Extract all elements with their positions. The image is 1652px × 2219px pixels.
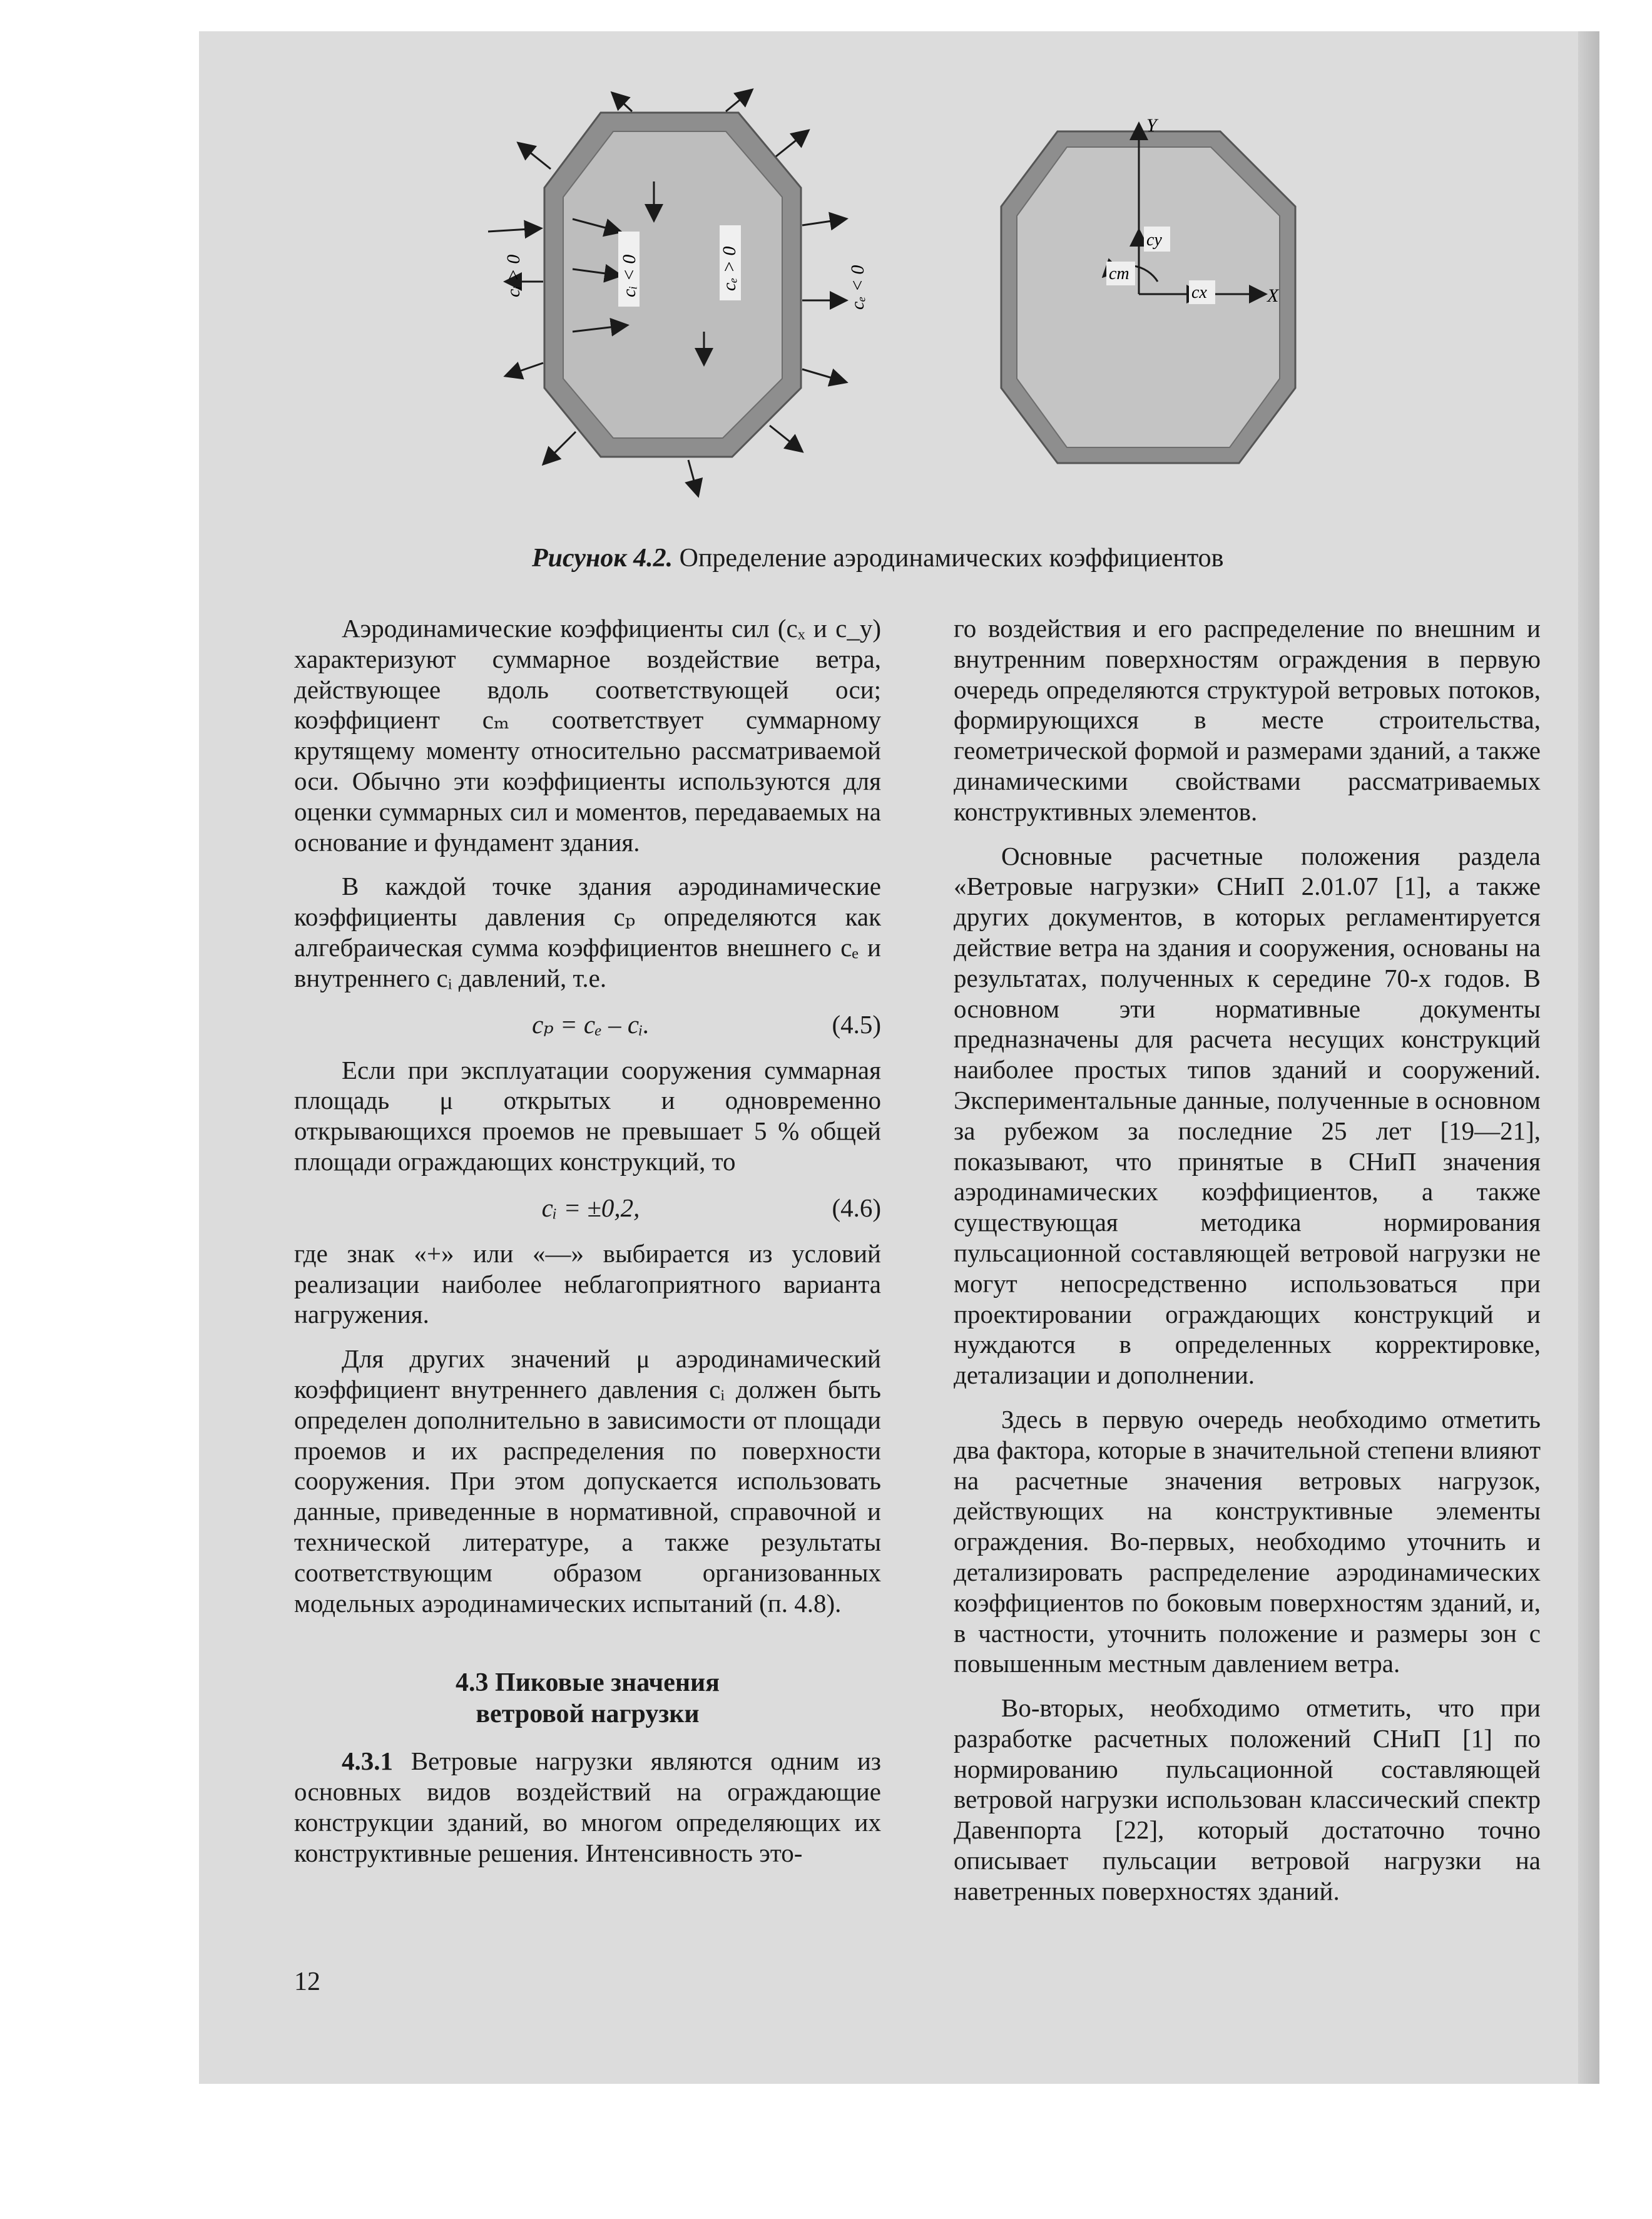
paragraph: Аэродинамические коэффициенты сил (cₓ и c_y) характеризуют суммарное воздействие ветра, действующее вдоль соответствующей оси; коэффициент cₘ соответствует суммарному крутящему моменту относительно рассматриваемой оси. Обычно эти коэффициенты используются для оценки суммарных сил и моментов, передаваемых на основание и фундамент здания. [294,614,881,857]
label-ci-negative: cᵢ < 0 [619,254,640,297]
label-ce-negative: cₑ < 0 [847,265,868,310]
figure-caption [532,542,1345,574]
paragraph: Основные расчетные положения раздела «Ветровые нагрузки» СНиП 2.01.07 [1], а также других документов, в которых регламентируется действие ветра на здания и сооружения, основаны на результатах, полученных к середине 70-х годов. В основном эти нормативные документы предназначены для расчета несущих конструкций наиболее простых типов зданий и сооружений. Экспериментальные данные, полученные в основном за рубежом за последние 25 лет [19—21], показывают, что принятые в СНиП значения аэродинамических коэффициентов, а также существующая методика нормирования пульсационной составляющей ветровой нагрузки не могут непосредственно использоваться при проектировании ограждающих конструкций и нуждаются в определенных корректировке, детализации и дополнении. [954,841,1541,1390]
force-diagram-svg [951,94,1389,482]
paragraph: го воздействия и его распределение по внешним и внутренним поверхностям ограждения в первую очередь определяются структурой ветровых потоков, формирующихся в месте строительства, геометрической формой и размерами зданий, а также динамическими свойствами рассматриваемых конструктивных элементов. [954,614,1541,826]
axis-y-label: Y [1146,115,1157,136]
paragraph: Во-вторых, необходимо отметить, что при разработке расчетных положений СНиП [1] по нормированию пульсационной составляющей ветровой нагрузки использован классический спектр Давенпорта [22], который достаточно точно описывает пульсации ветровой нагрузки на наветренных поверхностях зданий. [954,1693,1541,1905]
equation-formula: cₚ = cₑ – cᵢ. [532,1009,650,1039]
figure-force-diagram [951,94,1389,482]
paragraph [294,1746,881,1868]
right-text-column [954,613,1541,1907]
label-ce-positive: cₑ > 0 [719,246,740,291]
section-interior [1017,147,1280,447]
figure-caption-text: Определение аэродинамических коэффициентов [673,544,1224,573]
paragraph-text: Ветровые нагрузки являются одним из основных видов воздействий на ограждающие конструкции зданий, во многом определяющих их конструктивные решения. Интенсивность это- [294,1747,881,1867]
label-cx: cx [1191,283,1207,302]
left-text-column [294,613,881,1869]
paragraph: Здесь в первую очередь необходимо отметить два фактора, которые в значительной степени влияют на расчетные значения ветровых нагрузок, действующих на конструктивные элементы ограждения. Во-первых, необходимо уточнить и детализировать распределение аэродинамических коэффициентов по боковым поверхностям зданий, и, в частности, уточнить положение и размеры зон с повышенным местным давлением ветра. [954,1404,1541,1678]
equation-4-6 [294,1177,881,1238]
label-ci-positive-left: cᵢ > 0 [503,254,524,297]
page-number: 12 [294,1967,320,1996]
page-edge-shadow [1578,31,1599,2084]
equation-number: (4.5) [832,1009,881,1039]
label-cm: cm [1109,264,1129,283]
subsection-number: 4.3.1 [342,1747,393,1776]
paragraph: где знак «+» или «—» выбирается из условий реализации наиболее неблагоприятного варианта нагружения. [294,1238,881,1329]
paragraph: Для других значений μ аэродинамический коэффициент внутреннего давления cᵢ должен быть определен дополнительно в зависимости от площади проемов и их распределения по поверхности сооружения. При этом допускается использовать данные, приведенные в нормативной, справочной и технической литературе, а также результаты соответствующим образом организованных модельных аэродинамических испытаний (п. 4.8). [294,1344,881,1618]
pressure-diagram-svg [482,94,932,519]
figure-pressure-diagram [482,94,932,519]
equation-4-5 [294,994,881,1055]
section-heading-line: ветровой нагрузки [476,1700,700,1729]
building-interior [563,131,782,438]
equation-formula: cᵢ = ±0,2, [541,1193,640,1222]
section-heading [294,1667,881,1730]
label-cy: cy [1146,230,1162,250]
section-heading-line: 4.3 Пиковые значения [456,1668,720,1698]
axis-x-label: X [1267,285,1279,306]
equation-number: (4.6) [832,1193,881,1222]
figure-caption-label: Рисунок 4.2. [532,544,673,573]
paragraph: Если при эксплуатации сооружения суммарная площадь μ открытых и одновременно открывающихся проемов не превышает 5 % общей площади ограждающих конструкций, то [294,1055,881,1176]
paragraph: В каждой точке здания аэродинамические коэффициенты давления cₚ определяются как алгебраическая сумма коэффициентов внешнего cₑ и внутреннего cᵢ давлений, т.е. [294,872,881,992]
